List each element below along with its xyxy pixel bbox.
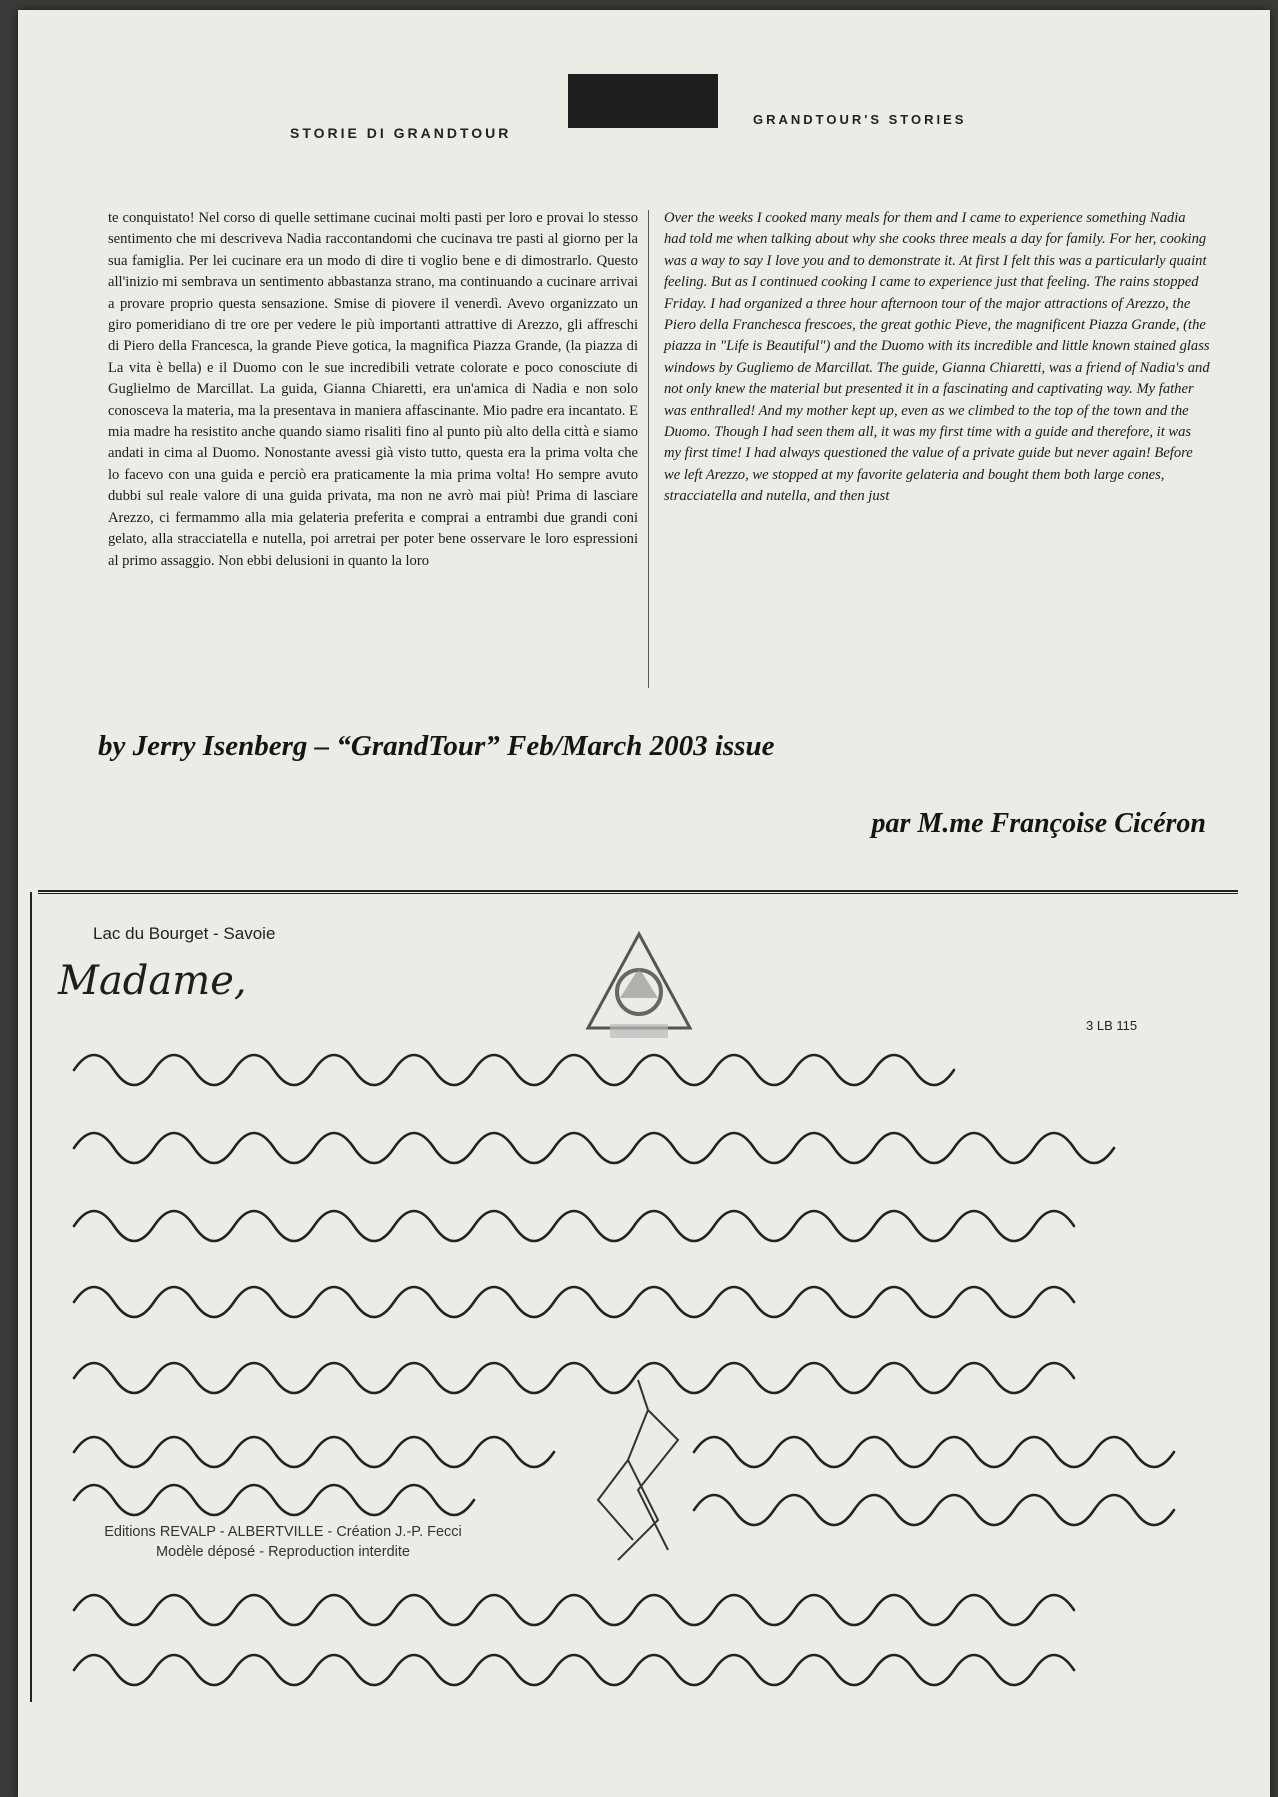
article-byline: by Jerry Isenberg – “GrandTour” Feb/March 2003 issue [98, 730, 775, 762]
postcard-publisher [68, 1522, 498, 1562]
handwritten-salutation: Madame, [58, 958, 247, 1004]
header-english-title: GRANDTOUR'S STORIES [753, 112, 967, 127]
article-italian-column: te conquistato! Nel corso di quelle settimane cucinai molti pasti per loro e provai lo stesso sentimento che mi descriveva Nadia raccontandomi che cucinava tre pasti al giorno per la sua famiglia. Per lei cucinare era un modo di dire ti voglio bene e di dimostrarlo. Questo all'inizio mi sembrava un sentimento abbastanza strano, ma continuando a cucinare arrivai a provare proprio questa sensazione. Smise di piovere il venerdì. Avevo organizzato un giro pomeridiano di tre ore per vedere le più importanti attrattive di Arezzo, gli affreschi di Piero della Francesca, la grande Pieve gotica, la magnifica Piazza Grande, (la piazza di La vita è bella) e il Duomo con le sue incredibili vetrate colorate e poco conosciute di Guglielmo de Marcillat. La guida, Gianna Chiaretti, era un'amica di Nadia e non solo conosceva la materia, ma la presentava in maniera affascinante. Mio padre era incantato. E mia madre ha resistito anche quando siamo risaliti fino al punto più alto della città e siamo andati in cima al Duomo. Nonostante avessi già visto tutto, questa era la prima volta che lo facevo con una guida e perciò era praticamente la mia prima volta! Ho sempre avuto dubbi sul reale valore di una guida privata, ma non ne avrò mai più! Prima di lasciare Arezzo, ci fermammo alla mia gelateria preferita e comprai a entrambi due grandi coni gelato, alla stracciatella e nutella, poi arretrai per poter bene osservare le loro espressioni al primo assaggio. Non ebbi delusioni in quanto la loro [108, 210, 638, 569]
postcard-top-edge [38, 890, 1238, 894]
postcard-left-edge [30, 892, 32, 1702]
postcard-place: Lac du Bourget - Savoie [93, 924, 276, 943]
handwritten-message [54, 1030, 1234, 1700]
article-english-column: Over the weeks I cooked many meals for them and I came to experience something Nadia had told me when talking about why she cooks three meals a day for family. For her, cooking was a way to say I love you and to demonstrate it. At first I felt this was a particularly quaint feeling. But as I continued cooking I came to experience just that feeling. The rains stopped Friday. I had organized a three hour afternoon tour of the major attractions of Arezzo, the Piero della Franchesca frescoes, the great gothic Pieve, the magnificent Piazza Grande, (the piazza in "Life is Beautiful") and the Duomo with its incredible and little known stained glass windows by Gugliemo de Marcillat. The guide, Gianna Chiaretti, was a friend of Nadia's and not only knew the material but presented it in a fascinating and captivating way. My father was enthralled! And my mother kept up, even as we climbed to the top of the town and the Duomo. Though I had seen them all, it was my first time with a guide and therefore, it was my first time! I had always questioned the value of a private guide but never again! Before we left Arezzo, we stopped at my favorite gelateria and bought them both large cones, stracciatella and nutella, and then just [664, 210, 1210, 505]
column-divider [648, 210, 649, 688]
publisher-line-2: Modèle déposé - Reproduction interdite [156, 1544, 410, 1560]
stamp-icon [580, 928, 698, 1046]
header-black-block [568, 74, 718, 128]
header-italian-title: STORIE DI GRANDTOUR [290, 125, 512, 141]
page-sheet [18, 10, 1270, 1797]
letter-author: par M.me Françoise Cicéron [871, 808, 1206, 839]
sketch-figure-icon [578, 1370, 698, 1570]
postcard-code: 3 LB 115 [1086, 1018, 1138, 1033]
publisher-line-1: Editions REVALP - ALBERTVILLE - Création J.-P. Fecci [104, 1524, 462, 1540]
